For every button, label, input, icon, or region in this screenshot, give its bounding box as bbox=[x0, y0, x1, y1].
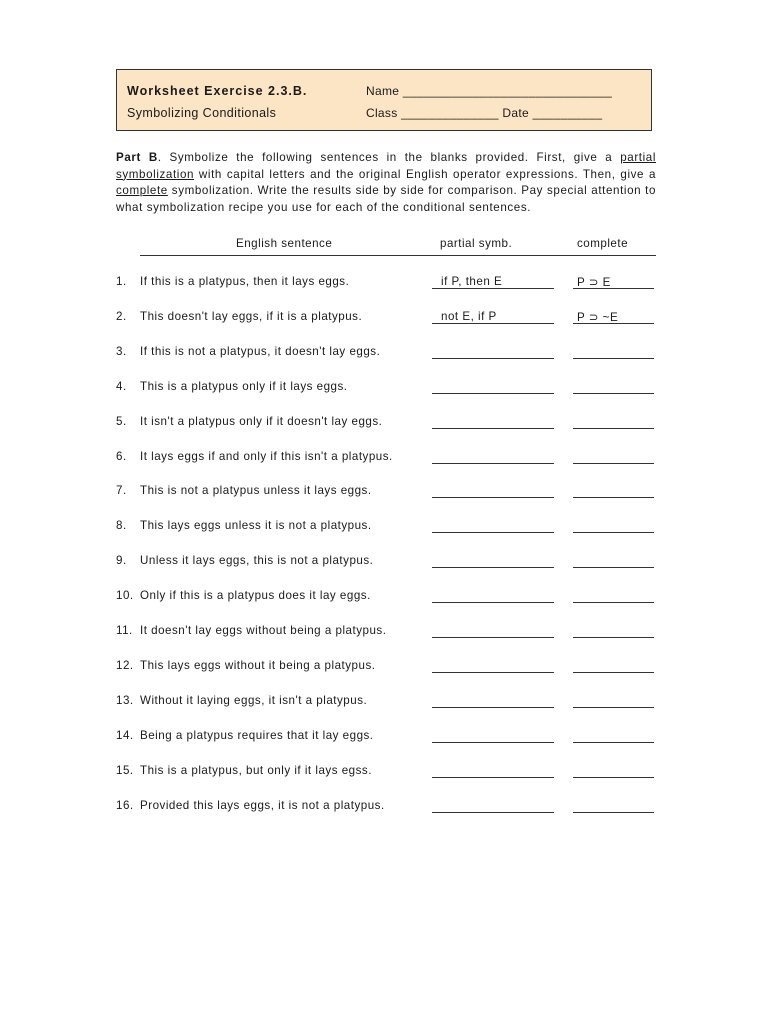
exercise-row bbox=[0, 345, 770, 380]
partial-symbolization-blank[interactable] bbox=[432, 415, 554, 429]
exercise-number: 8. bbox=[116, 519, 127, 533]
english-sentence: Provided this lays eggs, it is not a platypus. bbox=[140, 798, 385, 812]
complete-symbolization-blank[interactable] bbox=[573, 345, 654, 359]
partial-symbolization-blank[interactable] bbox=[432, 694, 554, 708]
instructions-text-1: . Symbolize the following sentences in the blanks provided. First, give a bbox=[157, 151, 621, 164]
english-sentence: Only if this is a platypus does it lay eggs. bbox=[140, 589, 371, 603]
english-sentence: This doesn't lay eggs, if it is a platypus. bbox=[140, 309, 363, 323]
partial-symbolization-blank[interactable] bbox=[432, 624, 554, 638]
exercise-number: 12. bbox=[116, 658, 134, 672]
exercise-row bbox=[0, 310, 770, 345]
exercise-number: 15. bbox=[116, 763, 134, 777]
exercise-number: 3. bbox=[116, 344, 127, 358]
exercise-row bbox=[0, 275, 770, 310]
complete-symbolization-blank[interactable] bbox=[573, 484, 654, 498]
english-sentence: This lays eggs without it being a platypus. bbox=[140, 658, 376, 672]
exercise-number: 6. bbox=[116, 449, 127, 463]
exercise-number: 14. bbox=[116, 728, 134, 742]
partial-symbolization-blank[interactable] bbox=[432, 589, 554, 603]
exercise-number: 4. bbox=[116, 379, 127, 393]
exercise-number: 13. bbox=[116, 693, 134, 707]
english-sentence: Being a platypus requires that it lay eggs. bbox=[140, 728, 374, 742]
exercise-row bbox=[0, 484, 770, 519]
complete-symbolization-blank[interactable] bbox=[573, 659, 654, 673]
english-sentence: This is not a platypus unless it lays eggs. bbox=[140, 484, 372, 498]
exercise-number: 2. bbox=[116, 309, 127, 323]
complete-symbolization-blank[interactable] bbox=[573, 694, 654, 708]
exercise-number: 10. bbox=[116, 589, 134, 603]
partial-symbolization-blank[interactable]: if P, then E bbox=[432, 275, 554, 289]
column-header-sentence: English sentence bbox=[236, 237, 333, 250]
instructions bbox=[116, 150, 656, 216]
complete-symbolization-blank[interactable] bbox=[573, 450, 654, 464]
english-sentence: This is a platypus only if it lays eggs. bbox=[140, 379, 348, 393]
complete-symbolization-blank[interactable] bbox=[573, 799, 654, 813]
exercise-row bbox=[0, 694, 770, 729]
partial-symbolization-blank[interactable] bbox=[432, 345, 554, 359]
partial-symbolization-blank[interactable] bbox=[432, 519, 554, 533]
english-sentence: It doesn't lay eggs without being a platypus. bbox=[140, 624, 387, 637]
partial-symbolization-blank[interactable] bbox=[432, 484, 554, 498]
english-sentence: It isn't a platypus only if it doesn't lay eggs. bbox=[140, 414, 383, 428]
exercise-number: 5. bbox=[116, 414, 127, 428]
exercise-number: 1. bbox=[116, 275, 127, 288]
worksheet-subtitle: Symbolizing Conditionals bbox=[127, 106, 277, 120]
exercise-number: 9. bbox=[116, 554, 127, 568]
instructions-text-3: symbolization. Write the results side by side for comparison. Pay special attention to what symbolization recipe you use for each of the conditional sentences. bbox=[116, 184, 656, 214]
worksheet-title: Worksheet Exercise 2.3.B. bbox=[127, 84, 308, 98]
exercise-number: 7. bbox=[116, 484, 127, 498]
exercise-row bbox=[0, 764, 770, 799]
partial-symbolization-term: partial symbolization bbox=[116, 151, 656, 181]
partial-symbolization-blank[interactable]: not E, if P bbox=[432, 310, 554, 324]
partial-symbolization-blank[interactable] bbox=[432, 554, 554, 568]
english-sentence: Unless it lays eggs, this is not a platypus. bbox=[140, 554, 374, 568]
partial-symbolization-blank[interactable] bbox=[432, 729, 554, 743]
exercise-row bbox=[0, 589, 770, 624]
complete-symbolization-blank[interactable] bbox=[573, 519, 654, 533]
complete-symbolization-blank[interactable] bbox=[573, 415, 654, 429]
exercise-row bbox=[0, 624, 770, 659]
complete-term: complete bbox=[116, 184, 168, 197]
exercise-number: 16. bbox=[116, 798, 134, 812]
column-header-partial: partial symb. bbox=[440, 237, 513, 250]
complete-symbolization-blank[interactable]: P ⊃ E bbox=[573, 275, 654, 289]
exercise-row bbox=[0, 729, 770, 764]
complete-symbolization-blank[interactable] bbox=[573, 589, 654, 603]
complete-symbolization-blank[interactable] bbox=[573, 624, 654, 638]
english-sentence: It lays eggs if and only if this isn't a platypus. bbox=[140, 449, 393, 463]
column-header-complete: complete bbox=[577, 237, 629, 250]
header-divider bbox=[140, 255, 656, 256]
exercise-row bbox=[0, 659, 770, 694]
exercise-row bbox=[0, 380, 770, 415]
english-sentence: This lays eggs unless it is not a platypus. bbox=[140, 519, 372, 533]
partial-symbolization-blank[interactable] bbox=[432, 764, 554, 778]
exercise-row bbox=[0, 519, 770, 554]
complete-symbolization-blank[interactable] bbox=[573, 554, 654, 568]
english-sentence: If this is not a platypus, it doesn't lay eggs. bbox=[140, 344, 381, 358]
class-date-field[interactable]: Class ______________ Date __________ bbox=[366, 106, 603, 120]
partial-symbolization-blank[interactable] bbox=[432, 799, 554, 813]
english-sentence: Without it laying eggs, it isn't a platypus. bbox=[140, 693, 368, 707]
english-sentence: This is a platypus, but only if it lays egss. bbox=[140, 763, 372, 777]
exercise-row bbox=[0, 554, 770, 589]
exercise-row bbox=[0, 415, 770, 450]
english-sentence: If this is a platypus, then it lays eggs. bbox=[140, 275, 350, 288]
part-label: Part B bbox=[116, 151, 158, 164]
exercise-number: 11. bbox=[116, 624, 133, 637]
exercise-row bbox=[0, 450, 770, 485]
complete-symbolization-blank[interactable] bbox=[573, 764, 654, 778]
instructions-text-2: with capital letters and the original English operator expressions. Then, give a bbox=[194, 167, 656, 181]
partial-symbolization-blank[interactable] bbox=[432, 380, 554, 394]
exercise-row bbox=[0, 799, 770, 834]
partial-symbolization-blank[interactable] bbox=[432, 450, 554, 464]
complete-symbolization-blank[interactable]: P ⊃ ~E bbox=[573, 310, 654, 324]
complete-symbolization-blank[interactable] bbox=[573, 729, 654, 743]
partial-symbolization-blank[interactable] bbox=[432, 659, 554, 673]
complete-symbolization-blank[interactable] bbox=[573, 380, 654, 394]
name-field[interactable]: Name ______________________________ bbox=[366, 84, 613, 98]
worksheet-header bbox=[116, 69, 652, 131]
